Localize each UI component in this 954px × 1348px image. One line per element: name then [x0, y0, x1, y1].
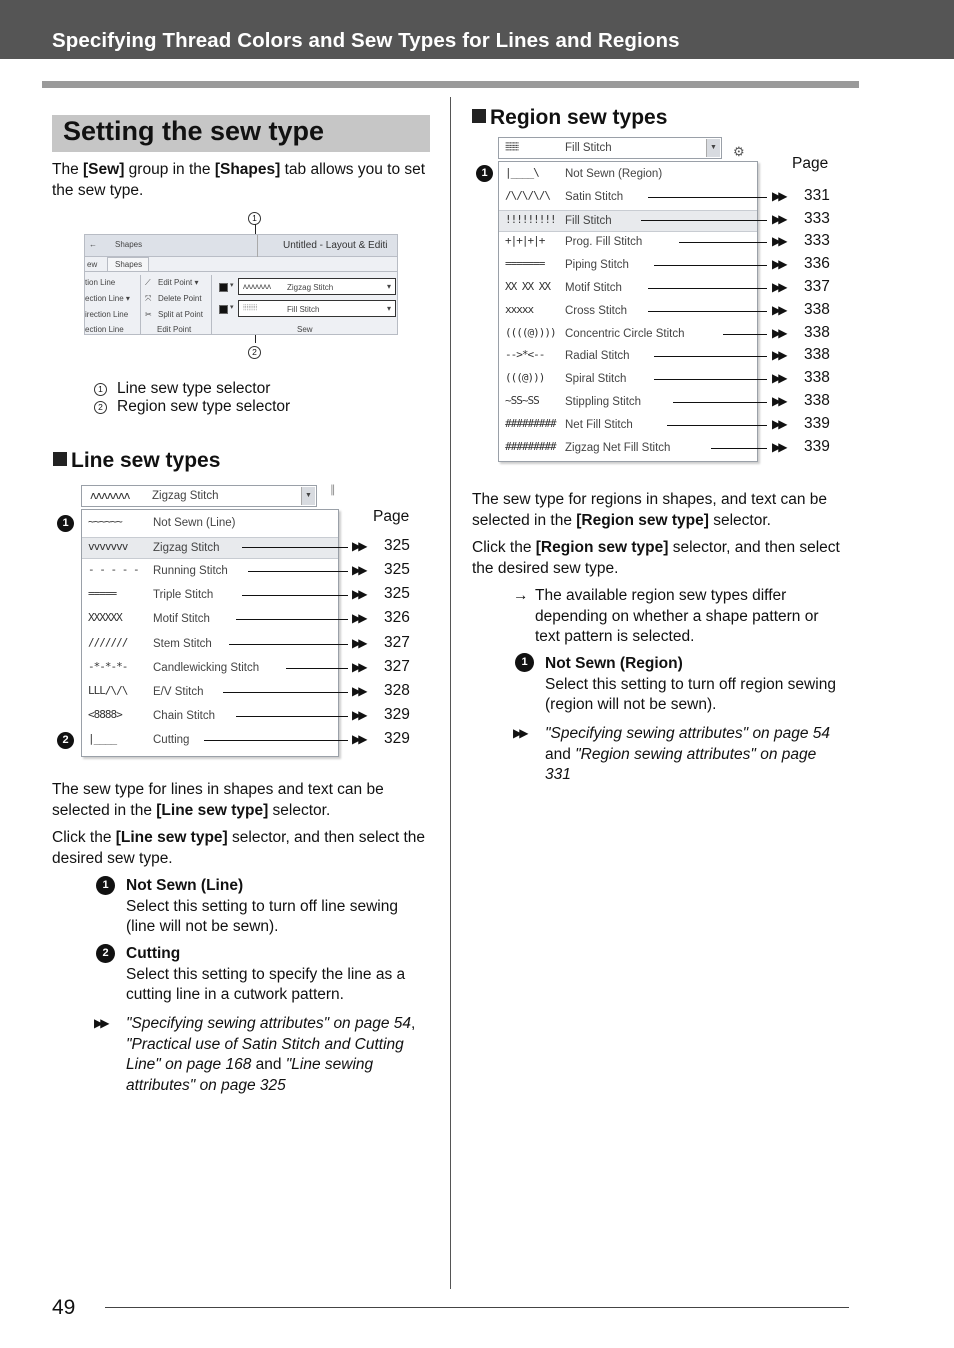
note-badge-1: 1	[96, 876, 115, 895]
page-reference: 336	[804, 255, 830, 273]
badge-2: 2	[57, 732, 74, 749]
list-item-label: Concentric Circle Stitch	[565, 327, 685, 340]
line-reference: "Specifying sewing attributes" on page 54, "Practical use of Satin Stitch and Cutting Line" on page 168 and "Line sewing attributes" on page 325	[126, 1015, 416, 1094]
leader-line	[248, 571, 348, 572]
page-reference: 328	[384, 681, 410, 699]
page-reference: 329	[384, 729, 410, 747]
reference-arrow-icon: ▶▶	[352, 683, 365, 698]
stitch-glyph-icon: ~~~~~~	[88, 515, 122, 528]
reference-arrow-icon: ▶▶	[772, 280, 785, 294]
list-item[interactable]	[499, 438, 757, 460]
page-reference: 339	[804, 414, 830, 432]
reference-arrow-icon: ▶▶	[772, 394, 785, 408]
list-item[interactable]	[82, 537, 338, 559]
stitch-glyph-icon: xxxxx	[505, 302, 534, 316]
list-item-label: Running Stitch	[153, 565, 228, 578]
region-sew-types-heading: Region sew types	[472, 106, 667, 130]
list-item-label: Candlewicking Stitch	[153, 661, 260, 674]
line-sew-types-heading: Line sew types	[53, 449, 220, 473]
list-item-label: Motif Stitch	[565, 282, 622, 294]
list-item[interactable]	[499, 415, 757, 437]
reference-arrow-icon: ▶▶	[352, 731, 365, 746]
callout-2: 2	[248, 343, 261, 360]
stitch-glyph-icon: /\/\/\/\	[505, 188, 550, 202]
leader-line	[236, 619, 348, 620]
leader-line	[673, 402, 767, 403]
note-not-sewn-region: Not Sewn (Region) Select this setting to turn off region sewing (region will not be sewn).	[545, 655, 836, 713]
list-item[interactable]	[499, 369, 757, 391]
ribbon-tab-shapes[interactable]: Shapes	[115, 260, 143, 269]
ribbon-left-1[interactable]: tion Line	[85, 278, 116, 287]
page-reference: 338	[804, 369, 830, 387]
edit-point-button[interactable]: Edit Point ▾	[158, 278, 199, 287]
split-point-button[interactable]: Split at Point	[158, 310, 203, 319]
list-item[interactable]	[82, 682, 338, 704]
edit-point-group-label: Edit Point	[157, 325, 192, 334]
reference-arrow-icon: ▶▶	[772, 234, 785, 249]
stitch-glyph-icon: XXXXXX	[88, 611, 122, 625]
page-number: 49	[52, 1296, 76, 1319]
leader-line	[648, 288, 767, 289]
reference-arrow-icon: ▶▶	[772, 348, 785, 363]
reference-arrow-icon: ▶▶	[772, 325, 785, 340]
list-item[interactable]	[499, 255, 757, 277]
list-item[interactable]	[499, 232, 757, 254]
window-title: Untitled - Layout & Editi	[283, 240, 388, 251]
leader-line	[641, 220, 767, 221]
page-reference: 325	[384, 585, 410, 603]
legend-1: 1 Line sew type selector	[94, 379, 270, 400]
list-item[interactable]	[82, 634, 338, 656]
reference-arrow-icon: ▶▶	[772, 257, 785, 272]
stitch-glyph-icon: =====	[88, 587, 117, 601]
page-reference: 338	[804, 300, 830, 318]
list-item-label: Fill Stitch	[565, 214, 612, 227]
list-item-label: Not Sewn (Line)	[153, 517, 236, 529]
gear-icon[interactable]: ⚙	[733, 144, 745, 159]
leader-line	[204, 740, 348, 741]
list-item-label: Net Fill Stitch	[565, 418, 633, 431]
note-cutting: Cutting Select this setting to specify the line as a cutting line in a cutwork pattern.	[126, 945, 406, 1003]
page-reference: 339	[804, 437, 830, 455]
page-reference: 338	[804, 346, 830, 364]
list-item-label: Spiral Stitch	[565, 373, 627, 386]
region-paragraph-2: Click the [Region sew type] selector, and then select the desired sew type.	[472, 539, 840, 577]
page-reference: 327	[384, 633, 410, 651]
ribbon-figure: ← Shapes Untitled - Layout & Editi ew Shapes tion Line ection Line ▾ irection Line ection Line ⟋ Edit Point ▾ ⤧ Delete Point ✂ Split at Point Edit Point ▾ ʌʌʌʌʌʌʌ Zigzag Stitch ▾ ▾ ⦙⦙⦙⦙⦙⦙⦙⦙ Fill Stitch ▾ Sew	[84, 234, 398, 335]
fill-glyph-icon: ⦙⦙⦙⦙⦙⦙⦙⦙	[243, 303, 258, 312]
reference-arrow-icon: ▶▶	[352, 539, 365, 554]
reference-arrow-icon: ▶▶	[352, 659, 365, 674]
chevron-down-icon: ▾	[386, 282, 391, 291]
page-reference: 338	[804, 392, 830, 409]
stitch-glyph-icon: ///////	[88, 635, 128, 649]
leader-line	[654, 379, 767, 380]
page-reference: 333	[804, 232, 830, 250]
list-item-label: Prog. Fill Stitch	[565, 236, 643, 249]
split-point-icon: ✂	[145, 310, 152, 319]
stitch-glyph-icon: <8888>	[88, 707, 122, 721]
header-rule	[42, 81, 859, 88]
list-item[interactable]	[499, 187, 757, 209]
list-item-label: Not Sewn (Region)	[565, 168, 663, 180]
region-color-swatch[interactable]	[219, 305, 228, 314]
leader-line	[667, 425, 768, 426]
leader-line	[723, 334, 767, 335]
page-reference: 337	[804, 278, 830, 295]
list-item-label: Triple Stitch	[153, 589, 214, 602]
list-item-label: Stippling Stitch	[565, 396, 642, 408]
list-item[interactable]	[82, 706, 338, 728]
stitch-glyph-icon: -->*<--	[505, 348, 545, 362]
stitch-glyph-icon: |____	[88, 731, 117, 745]
section-title: Setting the sew type	[63, 116, 325, 146]
list-item[interactable]	[499, 164, 757, 186]
region-page-label: Page	[792, 155, 829, 172]
leader-line	[679, 242, 767, 243]
list-item-label: Chain Stitch	[153, 709, 216, 722]
leader-line	[648, 311, 767, 312]
note-badge-2: 2	[96, 944, 115, 963]
delete-point-button[interactable]: Delete Point	[158, 294, 202, 303]
line-sew-type-selector[interactable]: ʌʌʌʌʌʌʌ Zigzag Stitch ▾	[238, 278, 396, 295]
column-divider	[450, 97, 451, 1289]
note-not-sewn-line: Not Sewn (Line) Select this setting to turn off line sewing (line will not be sewn).	[126, 877, 398, 935]
list-item[interactable]	[82, 730, 338, 752]
stitch-glyph-icon: #########	[505, 439, 556, 453]
list-item-label: Cutting	[153, 733, 190, 746]
stitch-glyph-icon: LLL/\/\	[88, 683, 128, 697]
page-reference: 326	[384, 609, 410, 627]
list-item-label: Zigzag Net Fill Stitch	[565, 441, 671, 454]
reference-arrow-icon: ▶▶	[772, 211, 785, 226]
zigzag-glyph-icon: ʌʌʌʌʌʌʌ	[90, 489, 130, 502]
header-title: Specifying Thread Colors and Sew Types for Lines and Regions	[52, 29, 680, 52]
reference-arrow-icon: ▶▶	[352, 635, 365, 650]
leader-line	[236, 716, 348, 717]
leader-line	[654, 356, 767, 357]
list-item[interactable]	[82, 561, 338, 583]
footer-rule	[105, 1307, 849, 1308]
page-reference: 325	[384, 561, 410, 579]
ribbon-left-2[interactable]: ection Line ▾	[85, 294, 130, 303]
list-item-label: Motif Stitch	[153, 613, 210, 626]
ribbon-edge-icon: ∥	[330, 484, 336, 496]
line-paragraph-1: The sew type for lines in shapes and text can be selected in the [Line sew type] selector.	[52, 781, 384, 819]
page-reference: 338	[804, 323, 830, 341]
reference-arrow-icon: ▶▶	[513, 726, 526, 740]
back-icon[interactable]: ←	[89, 240, 97, 249]
leader-line	[223, 692, 348, 693]
chevron-down-icon: ▾	[386, 304, 391, 313]
list-item-label: Cross Stitch	[565, 304, 627, 317]
leader-line	[648, 197, 767, 198]
chevron-down-icon[interactable]: ▼	[706, 139, 720, 157]
list-item[interactable]	[499, 301, 757, 323]
edit-point-icon: ⟋	[145, 278, 151, 287]
reference-arrow-icon: ▶▶	[352, 707, 365, 722]
region-sew-type-combo[interactable]: ⦙⦙⦙⦙⦙⦙⦙⦙⦙ Fill Stitch ▼	[498, 137, 722, 159]
line-paragraph-2: Click the [Line sew type] selector, and then select the desired sew type.	[52, 829, 426, 867]
stitch-glyph-icon: (((@)))	[505, 371, 545, 385]
reference-arrow-icon: ▶▶	[772, 439, 785, 454]
ribbon-left-3[interactable]: irection Line	[85, 310, 129, 319]
list-item-label: Satin Stitch	[565, 190, 624, 203]
region-sew-type-selector[interactable]: ⦙⦙⦙⦙⦙⦙⦙⦙ Fill Stitch ▾	[238, 300, 396, 317]
fill-glyph-icon: ⦙⦙⦙⦙⦙⦙⦙⦙⦙	[505, 140, 519, 153]
stitch-glyph-icon: - - - - -	[88, 563, 139, 577]
list-item[interactable]	[499, 324, 757, 346]
list-item-label: E/V Stitch	[153, 685, 204, 698]
ribbon-tab-left[interactable]: ew	[87, 260, 98, 269]
badge-1: 1	[57, 515, 74, 532]
note-arrow-icon: →	[513, 587, 529, 604]
list-item[interactable]	[499, 392, 757, 414]
line-page-label: Page	[373, 508, 410, 525]
leader-line	[242, 595, 348, 596]
leader-line	[242, 547, 348, 548]
page-reference: 331	[804, 186, 830, 204]
region-note-badge-1: 1	[515, 653, 534, 672]
list-item-label: Zigzag Stitch	[153, 542, 220, 555]
sew-group-label: Sew	[297, 325, 313, 334]
stitch-glyph-icon: ~SS~SS	[505, 394, 539, 407]
reference-arrow-icon: ▶▶	[772, 371, 785, 386]
ribbon-tab-small[interactable]: Shapes	[115, 240, 143, 249]
list-item-label: Radial Stitch	[565, 350, 630, 363]
reference-arrow-icon: ▶▶	[772, 302, 785, 317]
line-sew-type-combo[interactable]: ʌʌʌʌʌʌʌ Zigzag Stitch ▼	[81, 485, 317, 507]
line-color-swatch[interactable]	[219, 283, 228, 292]
list-item[interactable]	[499, 210, 757, 232]
region-badge-1: 1	[476, 165, 493, 182]
stitch-glyph-icon: |____\	[505, 166, 539, 179]
region-paragraph-1: The sew type for regions in shapes, and text can be selected in the [Region sew type] selector.	[472, 491, 827, 529]
list-item[interactable]	[499, 278, 757, 300]
chevron-down-icon[interactable]: ▼	[301, 487, 315, 505]
reference-arrow-icon: ▶▶	[772, 416, 785, 431]
stitch-glyph-icon: ((((@))))	[505, 325, 556, 339]
page-reference: 329	[384, 705, 410, 723]
reference-arrow-icon: ▶▶	[352, 611, 365, 626]
intro-paragraph: The [Sew] group in the [Shapes] tab allows you to set the sew type.	[52, 161, 426, 199]
reference-arrow-icon: ▶▶	[352, 563, 365, 578]
leader-line	[654, 265, 767, 266]
ribbon-left-4: ection Line	[85, 325, 124, 334]
stitch-glyph-icon: XX XX XX	[505, 280, 550, 293]
reference-arrow-icon: ▶▶	[94, 1016, 107, 1030]
stitch-glyph-icon: =======	[505, 257, 545, 271]
stitch-glyph-icon: +|+|+|+	[505, 234, 545, 248]
list-item[interactable]	[82, 609, 338, 631]
page-reference: 327	[384, 657, 410, 675]
legend-2: 2 Region sew type selector	[94, 397, 290, 418]
page-reference: 333	[804, 209, 830, 227]
stitch-glyph-icon: -*-*-*-	[88, 659, 128, 673]
stitch-glyph-icon: vvvvvvv	[88, 540, 128, 554]
list-item[interactable]	[82, 585, 338, 607]
stitch-glyph-icon: #########	[505, 416, 556, 430]
leader-line	[711, 448, 767, 449]
leader-line	[286, 668, 348, 669]
list-item[interactable]	[499, 346, 757, 368]
list-item-label: Piping Stitch	[565, 259, 629, 272]
region-reference: "Specifying sewing attributes" on page 54 and "Region sewing attributes" on page 331	[545, 725, 831, 783]
list-item-label: Stem Stitch	[153, 637, 212, 650]
page-reference: 325	[384, 537, 410, 555]
reference-arrow-icon: ▶▶	[352, 587, 365, 602]
callout-1: 1	[248, 209, 261, 226]
stitch-glyph-icon: !!!!!!!!!	[505, 212, 556, 226]
region-note: The available region sew types differ depending on whether a shape pattern or text pattern is selected.	[535, 587, 819, 645]
leader-line	[229, 644, 348, 645]
zigzag-glyph-icon: ʌʌʌʌʌʌʌ	[243, 282, 271, 291]
reference-arrow-icon: ▶▶	[772, 188, 785, 203]
list-item[interactable]	[82, 513, 338, 535]
list-item[interactable]	[82, 658, 338, 680]
delete-point-icon: ⤧	[145, 294, 152, 303]
